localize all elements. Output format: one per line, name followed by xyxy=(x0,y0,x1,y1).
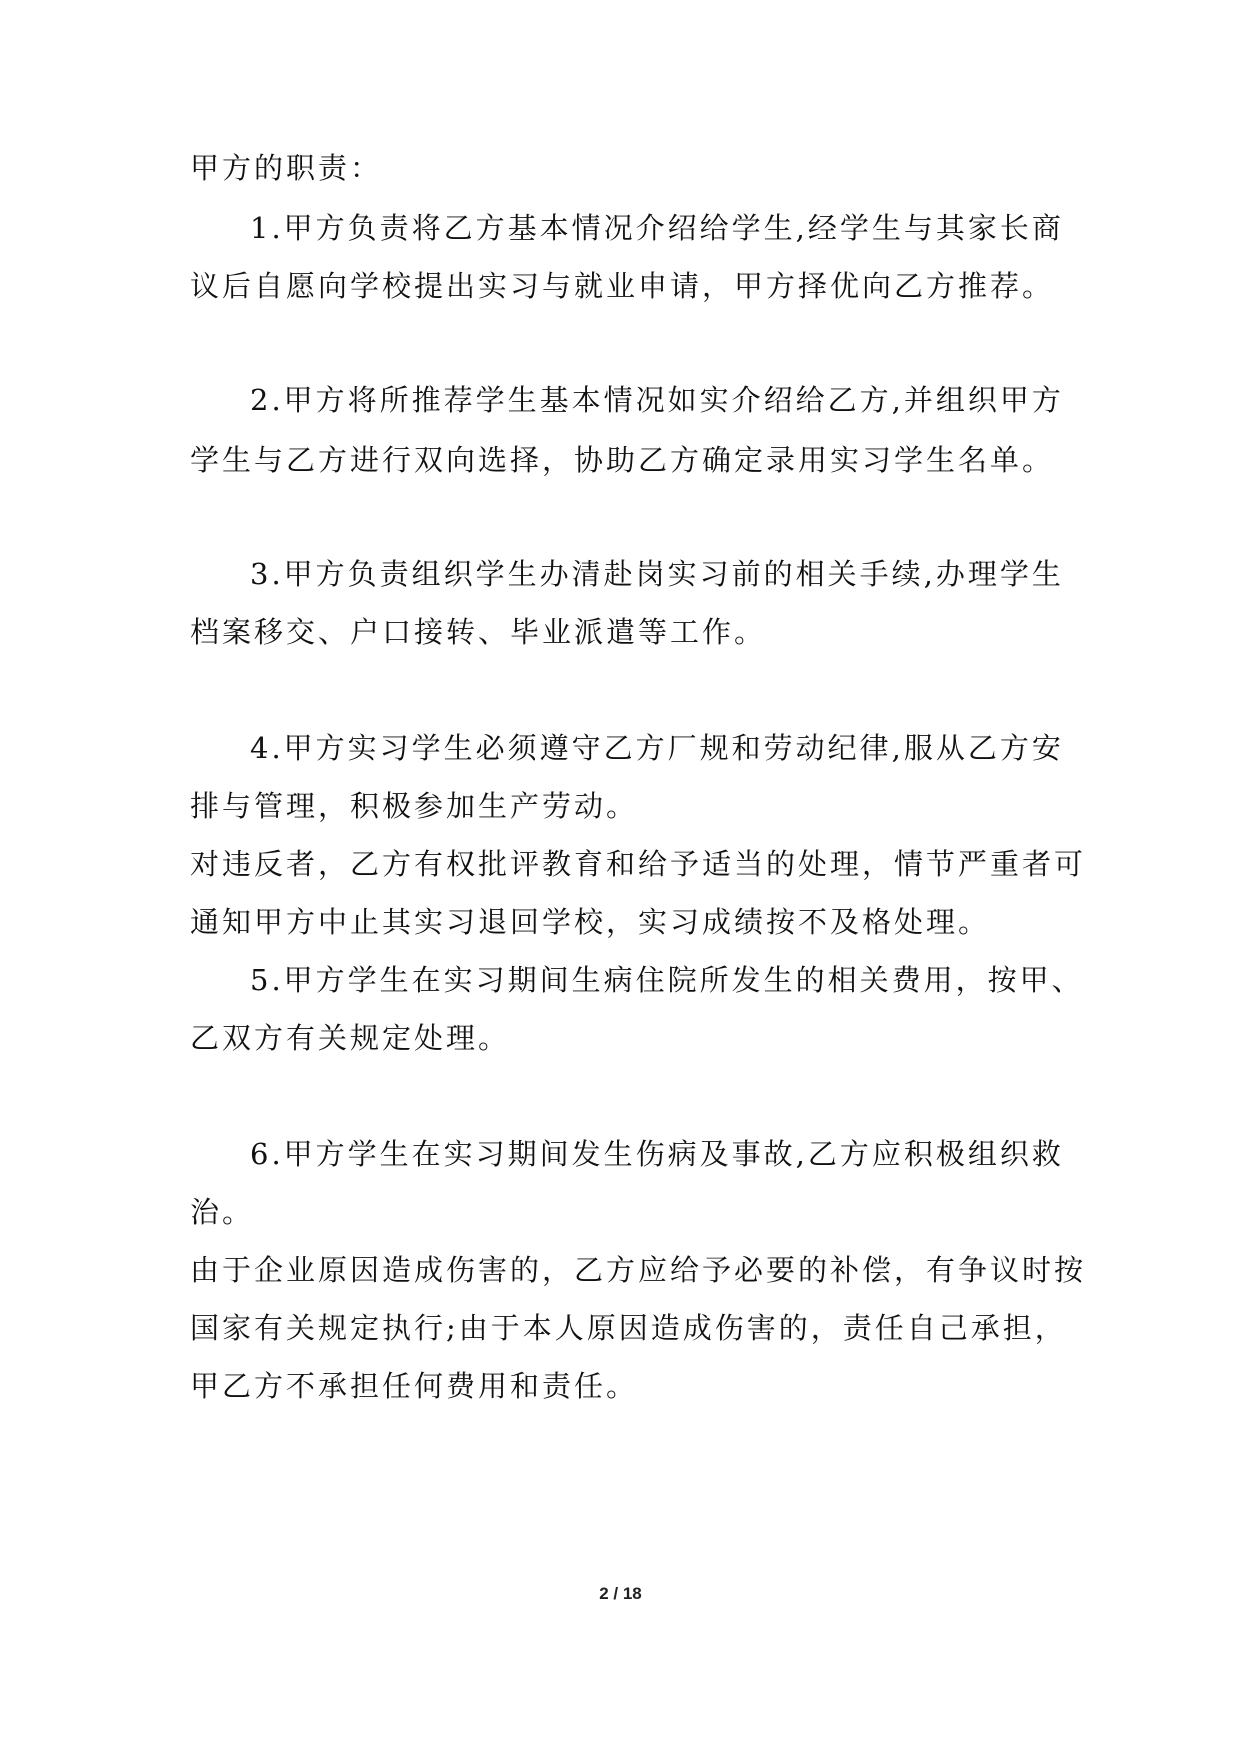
item-4-line-1: 4.甲方实习学生必须遵守乙方厂规和劳动纪律,服从乙方安 xyxy=(250,731,1064,765)
item-6-line-4: 国家有关规定执行;由于本人原因造成伤害的，责任自己承担， xyxy=(190,1311,1067,1345)
item-6-line-2: 治。 xyxy=(190,1195,255,1229)
item-5-line-1: 5.甲方学生在实习期间生病住院所发生的相关费用，按甲、 xyxy=(250,963,1084,997)
item-3-line-1: 3.甲方负责组织学生办清赴岗实习前的相关手续,办理学生 xyxy=(250,557,1064,591)
item-3-line-2: 档案移交、户口接转、毕业派遣等工作。 xyxy=(190,615,767,649)
item-4-line-3: 对违反者，乙方有权批评教育和给予适当的处理，情节严重者可 xyxy=(190,847,1087,881)
page-indicator: 2 / 18 xyxy=(599,1584,642,1603)
item-5-line-2: 乙双方有关规定处理。 xyxy=(190,1021,511,1055)
item-4-line-2: 排与管理，积极参加生产劳动。 xyxy=(190,789,639,823)
item-1-line-1: 1.甲方负责将乙方基本情况介绍给学生,经学生与其家长商 xyxy=(250,211,1064,245)
item-6-line-3: 由于企业原因造成伤害的，乙方应给予必要的补偿，有争议时按 xyxy=(190,1253,1087,1287)
item-2-line-1: 2.甲方将所推荐学生基本情况如实介绍给乙方,并组织甲方 xyxy=(250,383,1064,417)
item-4-line-4: 通知甲方中止其实习退回学校，实习成绩按不及格处理。 xyxy=(190,905,991,939)
item-6-line-5: 甲乙方不承担任何费用和责任。 xyxy=(190,1369,639,1403)
item-6-line-1: 6.甲方学生在实习期间发生伤病及事故,乙方应积极组织救 xyxy=(250,1137,1064,1171)
section-heading: 甲方的职责： xyxy=(190,151,383,185)
item-2-line-2: 学生与乙方进行双向选择，协助乙方确定录用实习学生名单。 xyxy=(190,443,1055,477)
item-1-line-2: 议后自愿向学校提出实习与就业申请，甲方择优向乙方推荐。 xyxy=(190,269,1055,303)
